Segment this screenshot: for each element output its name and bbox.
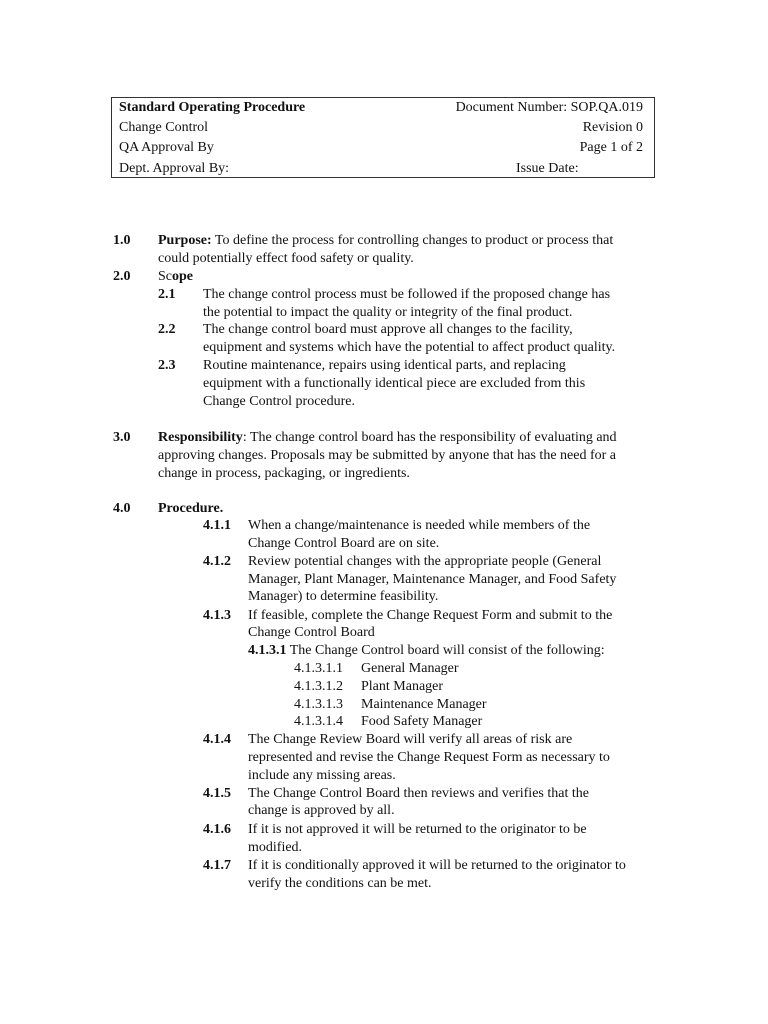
- member-name: Food Safety Manager: [361, 714, 483, 729]
- item-number: 4.1.6: [203, 822, 231, 837]
- member-number: 4.1.3.1.3: [294, 697, 343, 712]
- item-line: The Change Control Board then reviews and verifies that the: [248, 786, 589, 801]
- purpose-line-2: could potentially effect food safety or quality.: [158, 251, 414, 266]
- member-number: 4.1.3.1.1: [294, 661, 343, 676]
- item-line: verify the conditions can be met.: [248, 876, 432, 891]
- header-row-1: [119, 99, 643, 119]
- item-number: 4.1.1: [203, 518, 231, 533]
- subsection-number: 4.1.3.1: [248, 643, 287, 658]
- responsibility-line-2: approving changes. Proposals may be submitted by anyone that has the need for a: [158, 448, 616, 463]
- section-number: 3.0: [113, 430, 131, 445]
- item-line: Review potential changes with the appropriate people (General: [248, 554, 602, 569]
- item-line: Routine maintenance, repairs using identical parts, and replacing: [203, 358, 566, 373]
- scope-label-plain: Sc: [158, 269, 172, 284]
- item-line: Change Control Board: [248, 625, 375, 640]
- document-number: Document Number: SOP.QA.019: [455, 100, 643, 115]
- item-line: equipment and systems which have the potential to affect product quality.: [203, 340, 616, 355]
- item-line: If it is not approved it will be returned to the originator to be: [248, 822, 587, 837]
- document-subject: Change Control: [119, 120, 209, 135]
- item-line: The Change Review Board will verify all areas of risk are: [248, 732, 573, 747]
- item-number: 4.1.3: [203, 608, 231, 623]
- section-number: 1.0: [113, 233, 131, 248]
- document-title: Standard Operating Procedure: [119, 100, 306, 115]
- member-name: Maintenance Manager: [361, 697, 487, 712]
- member-name: General Manager: [361, 661, 459, 676]
- responsibility-line-3: change in process, packaging, or ingredients.: [158, 466, 410, 481]
- member-number: 4.1.3.1.2: [294, 679, 343, 694]
- item-number: 4.1.7: [203, 858, 231, 873]
- purpose-label: Purpose:: [158, 233, 212, 248]
- item-line: Manager, Plant Manager, Maintenance Manager, and Food Safety: [248, 572, 617, 587]
- header-row-3: [119, 139, 643, 159]
- item-line: Change Control Board are on site.: [248, 536, 440, 551]
- qa-approval-label: QA Approval By: [119, 140, 214, 155]
- item-line: represented and revise the Change Request Form as necessary to: [248, 750, 610, 765]
- responsibility-text: : The change control board has the responsibility of evaluating and: [242, 430, 617, 445]
- procedure-label: Procedure.: [158, 501, 224, 516]
- responsibility-line-1: [158, 429, 617, 447]
- item-line: The change control board must approve all changes to the facility,: [203, 322, 573, 337]
- item-line: The change control process must be followed if the proposed change has: [203, 287, 611, 302]
- section-number: 2.0: [113, 269, 131, 284]
- item-line: Manager) to determine feasibility.: [248, 589, 439, 604]
- item-line: modified.: [248, 840, 303, 855]
- item-line: If feasible, complete the Change Request Form and submit to the: [248, 608, 613, 623]
- subsection-line: [248, 642, 605, 660]
- scope-label-bold: ope: [172, 269, 193, 284]
- dept-approval-label: Dept. Approval By:: [119, 161, 230, 176]
- member-number: 4.1.3.1.4: [294, 714, 343, 729]
- item-line: include any missing areas.: [248, 768, 396, 783]
- revision-label: Revision 0: [582, 120, 643, 135]
- header-row-2: [119, 119, 643, 139]
- responsibility-label: Responsibility: [158, 430, 243, 445]
- item-number: 4.1.4: [203, 732, 231, 747]
- item-line: change is approved by all.: [248, 803, 395, 818]
- header-row-4: [119, 160, 643, 180]
- item-number: 2.1: [158, 287, 176, 302]
- item-number: 2.3: [158, 358, 176, 373]
- document-header-box: [111, 97, 655, 178]
- issue-date-label: Issue Date:: [516, 161, 579, 176]
- item-line: When a change/maintenance is needed while members of the: [248, 518, 591, 533]
- page-indicator: Page 1 of 2: [579, 140, 643, 155]
- item-line: If it is conditionally approved it will be returned to the originator to: [248, 858, 626, 873]
- section-number: 4.0: [113, 501, 131, 516]
- item-line: the potential to impact the quality or integrity of the final product.: [203, 305, 573, 320]
- item-number: 4.1.2: [203, 554, 231, 569]
- item-line: Change Control procedure.: [203, 394, 356, 409]
- item-number: 2.2: [158, 322, 176, 337]
- subsection-text: The Change Control board will consist of the following:: [286, 643, 605, 658]
- scope-heading: [158, 268, 193, 286]
- item-number: 4.1.5: [203, 786, 231, 801]
- purpose-text: To define the process for controlling changes to product or process that: [211, 233, 614, 248]
- purpose-line-1: [158, 232, 613, 250]
- member-name: Plant Manager: [361, 679, 444, 694]
- item-line: equipment with a functionally identical piece are excluded from this: [203, 376, 586, 391]
